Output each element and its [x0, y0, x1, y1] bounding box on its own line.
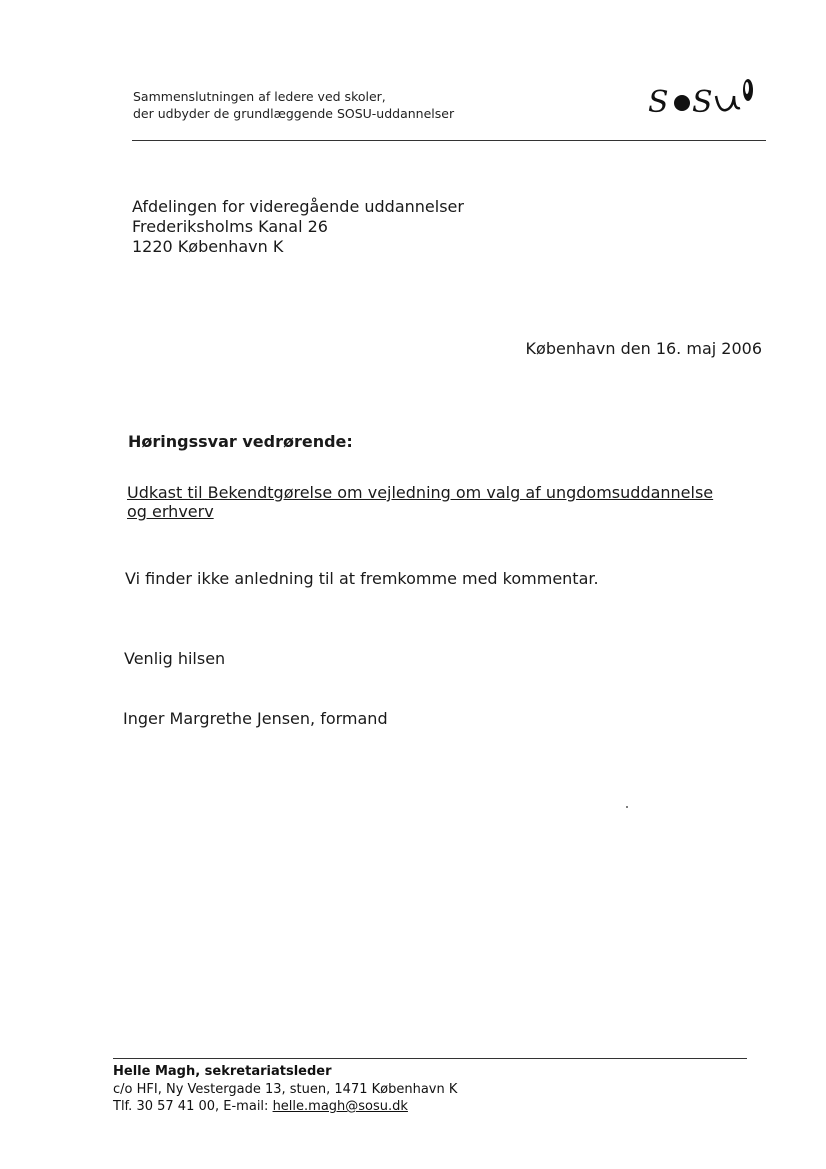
letter-heading: Høringssvar vedrørende: [128, 432, 353, 451]
subject-line-2: og erhverv [127, 502, 214, 521]
letter-closing: Venlig hilsen [124, 649, 226, 668]
footer-contact-line [113, 1098, 408, 1115]
footer-phone-label: Tlf. 30 57 41 00, E-mail: [113, 1099, 273, 1114]
signatory: Inger Margrethe Jensen, formand [123, 709, 388, 728]
recipient-street: Frederiksholms Kanal 26 [132, 217, 328, 236]
logo-wordmark-rest: S [692, 85, 713, 120]
organization-name-line-1: Sammenslutningen af ledere ved skoler, [133, 89, 386, 104]
logo-heart-o [674, 95, 690, 111]
footer-email-link[interactable]: helle.magh@sosu.dk [272, 1099, 408, 1114]
footer-divider [113, 1058, 747, 1059]
sosu-logo [646, 76, 758, 122]
recipient-department: Afdelingen for videregående uddannelser [132, 197, 464, 216]
logo-u-stroke [716, 96, 740, 110]
subject-line-1: Udkast til Bekendtgørelse om vejledning om valg af ungdomsuddannelse [127, 483, 714, 502]
letter-body: Vi finder ikke anledning til at fremkomme med kommentar. [125, 569, 599, 588]
footer-contact-name: Helle Magh, sekretariatsleder [113, 1064, 332, 1079]
letterhead-divider [132, 140, 766, 141]
logo-flame-highlight [745, 82, 749, 94]
scan-speck [626, 806, 628, 808]
recipient-city: 1220 København K [132, 237, 284, 256]
logo-wordmark: S [648, 85, 669, 120]
organization-name-line-2: der udbyder de grundlæggende SOSU-uddannelser [133, 106, 455, 121]
footer-address: c/o HFI, Ny Vestergade 13, stuen, 1471 København K [113, 1082, 458, 1097]
letter-date: København den 16. maj 2006 [525, 339, 762, 358]
